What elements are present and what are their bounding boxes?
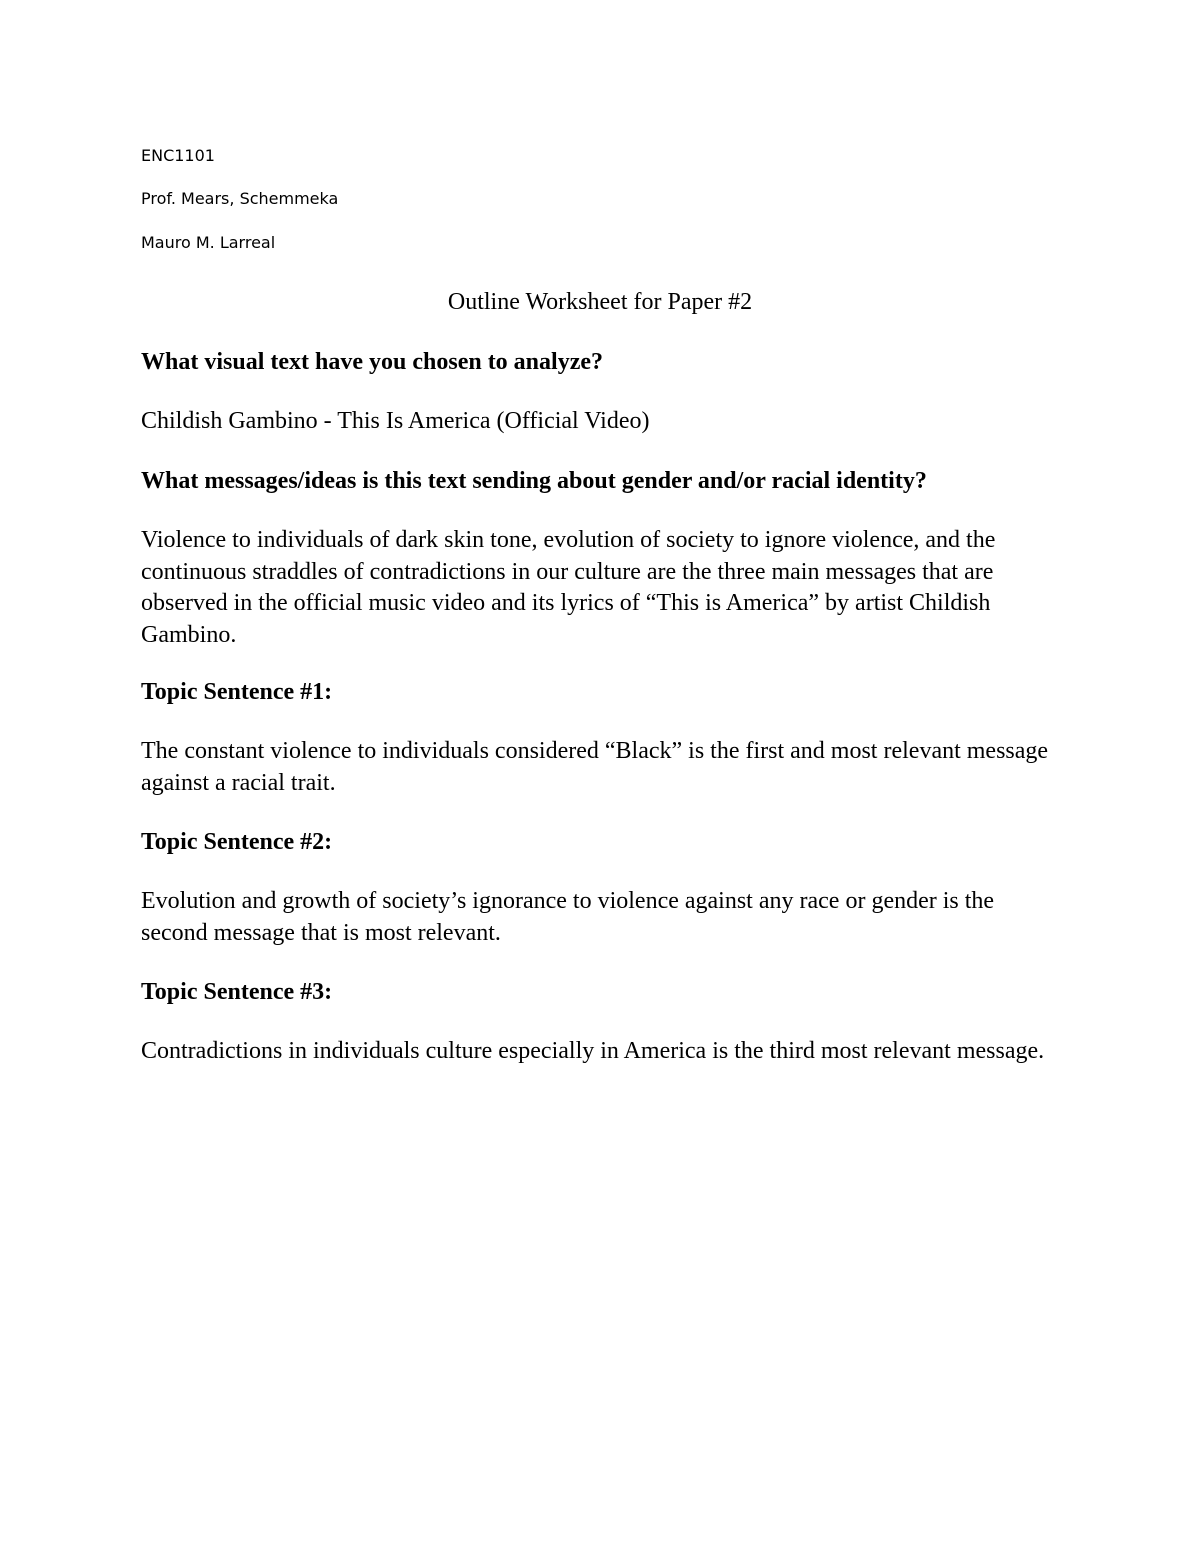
topic-sentence-2-label: Topic Sentence #2: — [141, 829, 333, 855]
course-code: ENC1101 — [141, 146, 215, 165]
professor-name: Prof. Mears, Schemmeka — [141, 189, 339, 208]
document-title: Outline Worksheet for Paper #2 — [447, 289, 753, 315]
answer-visual-text: Childish Gambino - This Is America (Official Video) — [141, 408, 650, 434]
topic-sentence-2-text: Evolution and growth of society’s ignorance to violence against any race or gender is the second message that is most relevant. — [141, 888, 995, 946]
question-messages: What messages/ideas is this text sending about gender and/or racial identity? — [141, 468, 927, 494]
topic-sentence-3-label: Topic Sentence #3: — [141, 979, 333, 1005]
topic-sentence-1-label: Topic Sentence #1: — [141, 679, 333, 705]
answer-messages: Violence to individuals of dark skin tone, evolution of society to ignore violence, and the continuous straddles of contradictions in our culture are the three main messages that are observed in the official music video and its lyrics of “This is America” by artist Childish Gambino. — [141, 527, 996, 648]
topic-sentence-3-text: Contradictions in individuals culture especially in America is the third most relevant message. — [141, 1038, 1045, 1064]
topic-sentence-1-text: The constant violence to individuals considered “Black” is the first and most relevant message against a racial trait. — [141, 738, 1049, 796]
question-visual-text: What visual text have you chosen to analyze? — [141, 349, 603, 375]
student-name: Mauro M. Larreal — [141, 233, 276, 252]
